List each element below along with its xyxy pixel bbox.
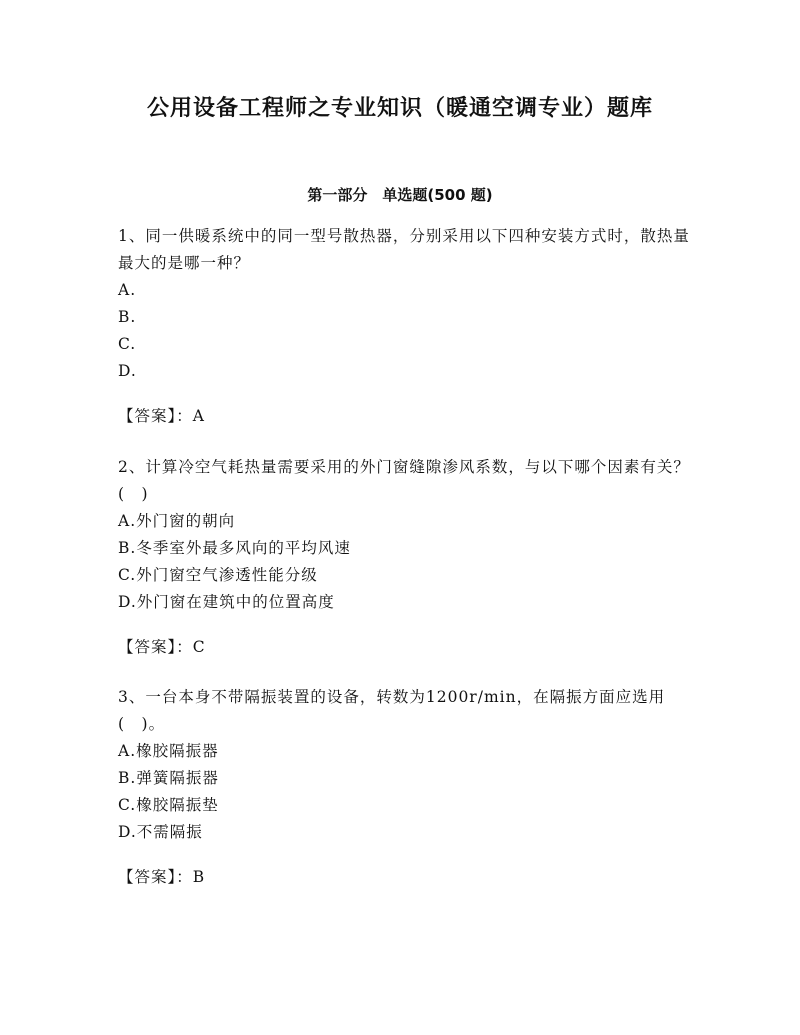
answer-line [118, 634, 690, 661]
option-b: B.弹簧隔振器 [118, 769, 219, 787]
answer-value: B [192, 868, 206, 886]
answer-value: A [192, 407, 205, 425]
question-stem: 2、计算冷空气耗热量需要采用的外门窗缝隙渗风系数，与以下哪个因素有关？( ) [118, 458, 690, 503]
question-stem: 3、一台本身不带隔振装置的设备，转数为1200r/min，在隔振方面应选用( )。 [118, 688, 666, 733]
option-c: C.橡胶隔振垫 [118, 796, 219, 814]
option-b: B. [118, 308, 137, 326]
option-d: D.外门窗在建筑中的位置高度 [118, 593, 335, 611]
answer-label: 【答案】： [118, 407, 193, 425]
question-stem: 1、同一供暖系统中的同一型号散热器，分别采用以下四种安装方式时，散热量最大的是哪一种？ [118, 227, 690, 272]
option-d: D.不需隔振 [118, 823, 203, 841]
option-c: C. [118, 335, 137, 353]
document-title: 公用设备工程师之专业知识（暖通空调专业）题库 [146, 96, 653, 121]
answer-label: 【答案】： [118, 868, 193, 886]
question-3 [118, 684, 690, 891]
option-a: A. [118, 281, 137, 299]
section-title: 第一部分 单选题(500 题) [307, 186, 493, 204]
option-c: C.外门窗空气渗透性能分级 [118, 566, 318, 584]
answer-label: 【答案】： [118, 638, 193, 656]
option-a: A.橡胶隔振器 [118, 742, 219, 760]
answer-line [118, 864, 690, 891]
question-1 [118, 223, 690, 430]
answer-value: C [192, 638, 206, 656]
option-b: B.冬季室外最多风向的平均风速 [118, 539, 351, 557]
answer-line [118, 403, 690, 430]
option-d: D. [118, 362, 137, 380]
option-a: A.外门窗的朝向 [118, 512, 236, 530]
question-2 [118, 454, 690, 661]
